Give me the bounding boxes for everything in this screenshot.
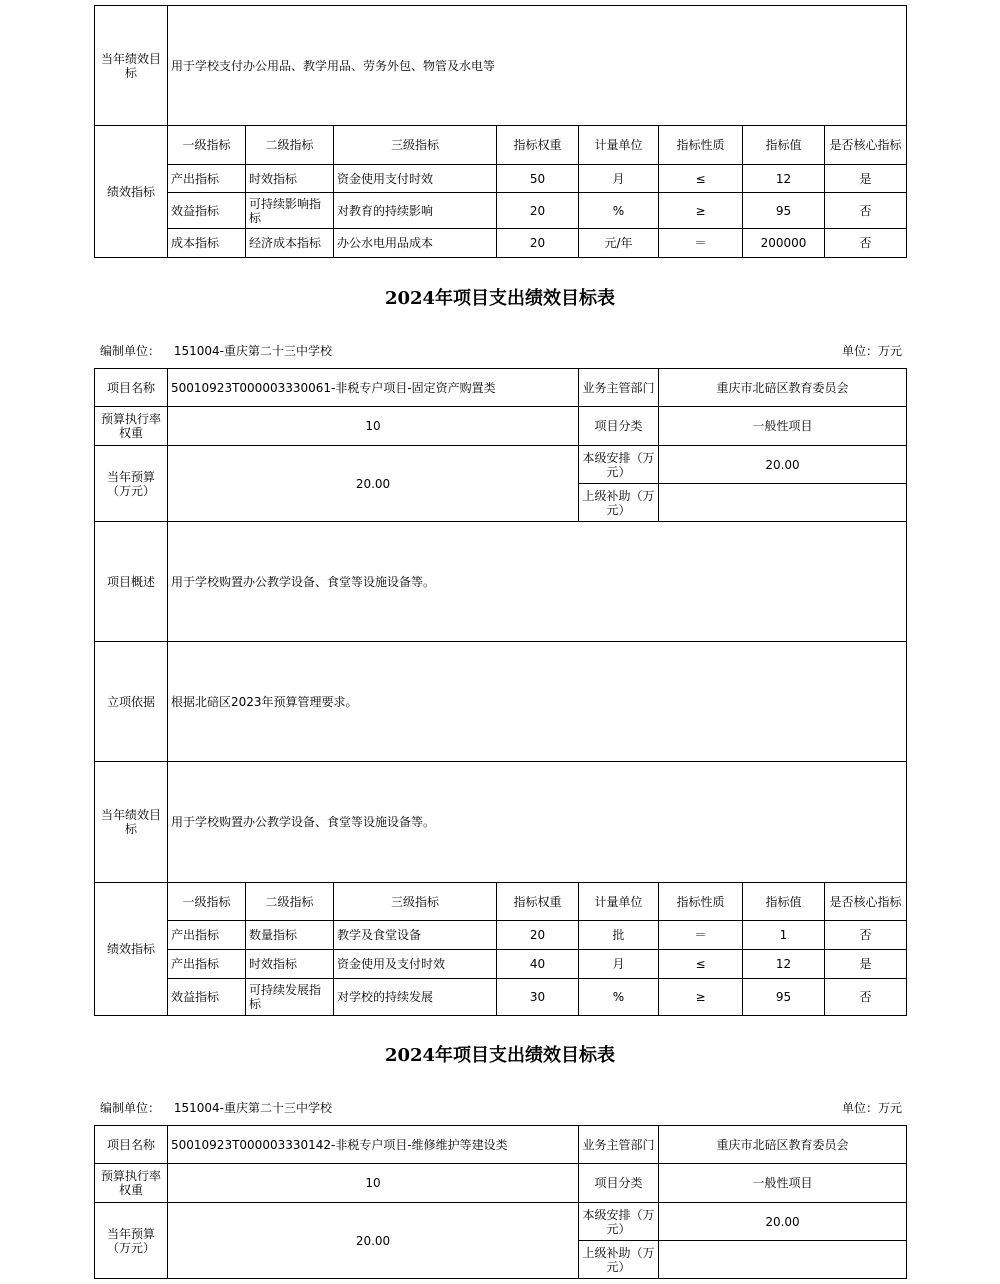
header-weight: 指标权重 bbox=[497, 126, 579, 165]
project-name: 50010923T000003330061-非税专户项目-固定资产购置类 bbox=[168, 369, 579, 407]
cell-level3: 资金使用及支付时效 bbox=[334, 950, 497, 979]
header-core: 是否核心指标 bbox=[825, 126, 907, 165]
basis-label: 立项依据 bbox=[95, 642, 168, 762]
project-performance-table bbox=[94, 1125, 907, 1279]
goal-text: 用于学校购置办公教学设备、食堂等设施设备等。 bbox=[168, 762, 907, 883]
overview-text: 用于学校购置办公教学设备、食堂等设施设备等。 bbox=[168, 522, 907, 642]
upper-value bbox=[659, 1241, 907, 1279]
rate-label: 预算执行率权重 bbox=[95, 407, 168, 446]
compiling-unit bbox=[100, 342, 332, 359]
header-nature: 指标性质 bbox=[659, 126, 743, 165]
cell-level1: 产出指标 bbox=[168, 950, 246, 979]
this-level-value: 20.00 bbox=[659, 1203, 907, 1241]
project-name-label: 项目名称 bbox=[95, 1126, 168, 1164]
cell-weight: 40 bbox=[497, 950, 579, 979]
cell-nature: ≤ bbox=[659, 950, 743, 979]
cell-core: 否 bbox=[825, 229, 907, 258]
budget-value: 20.00 bbox=[168, 446, 579, 522]
cell-value: 12 bbox=[743, 165, 825, 193]
cell-level2: 可持续发展指标 bbox=[246, 979, 334, 1016]
cell-unit: % bbox=[579, 193, 659, 229]
cell-level3: 对学校的持续发展 bbox=[334, 979, 497, 1016]
upper-label: 上级补助（万元） bbox=[579, 484, 659, 522]
cell-level3: 资金使用支付时效 bbox=[334, 165, 497, 193]
goal-text: 用于学校支付办公用品、教学用品、劳务外包、物管及水电等 bbox=[168, 6, 907, 126]
money-unit: 单位：万元 bbox=[841, 1101, 902, 1115]
header-unit: 计量单位 bbox=[579, 126, 659, 165]
this-level-value: 20.00 bbox=[659, 446, 907, 484]
cell-level2: 时效指标 bbox=[246, 950, 334, 979]
cell-value: 200000 bbox=[743, 229, 825, 258]
cell-weight: 20 bbox=[497, 921, 579, 950]
cell-weight: 20 bbox=[497, 193, 579, 229]
budget-label: 当年预算（万元） bbox=[95, 446, 168, 522]
header-value: 指标值 bbox=[743, 883, 825, 921]
rate-label: 预算执行率权重 bbox=[95, 1164, 168, 1203]
cell-value: 12 bbox=[743, 950, 825, 979]
cell-level3: 教学及食堂设备 bbox=[334, 921, 497, 950]
cell-core: 否 bbox=[825, 921, 907, 950]
cell-level1: 产出指标 bbox=[168, 165, 246, 193]
cell-level1: 产出指标 bbox=[168, 921, 246, 950]
cell-value: 95 bbox=[743, 979, 825, 1016]
cell-unit: 元/年 bbox=[579, 229, 659, 258]
compiling-unit bbox=[100, 1099, 332, 1116]
project-performance-table bbox=[94, 368, 907, 1016]
upper-label: 上级补助（万元） bbox=[579, 1241, 659, 1279]
header-weight: 指标权重 bbox=[497, 883, 579, 921]
page-title: 2024年项目支出绩效目标表 bbox=[384, 288, 616, 309]
cell-unit: 月 bbox=[579, 950, 659, 979]
cell-level1: 成本指标 bbox=[168, 229, 246, 258]
overview-label: 项目概述 bbox=[95, 522, 168, 642]
category-label: 项目分类 bbox=[579, 407, 659, 446]
cell-unit: % bbox=[579, 979, 659, 1016]
table-row bbox=[95, 921, 907, 950]
cell-value: 95 bbox=[743, 193, 825, 229]
header-level3: 三级指标 bbox=[334, 883, 497, 921]
cell-core: 是 bbox=[825, 950, 907, 979]
cell-core: 否 bbox=[825, 193, 907, 229]
dept-value: 重庆市北碚区教育委员会 bbox=[659, 1126, 907, 1164]
project-name: 50010923T000003330142-非税专户项目-维修维护等建设类 bbox=[168, 1126, 579, 1164]
header-value: 指标值 bbox=[743, 126, 825, 165]
compiling-unit-name: 151004-重庆第二十三中学校 bbox=[173, 344, 332, 358]
cell-level2: 经济成本指标 bbox=[246, 229, 334, 258]
table-row bbox=[95, 165, 907, 193]
table-row bbox=[95, 950, 907, 979]
cell-level2: 数量指标 bbox=[246, 921, 334, 950]
cell-level2: 可持续影响指标 bbox=[246, 193, 334, 229]
cell-level2: 时效指标 bbox=[246, 165, 334, 193]
page-title: 2024年项目支出绩效目标表 bbox=[384, 1045, 616, 1066]
category-value: 一般性项目 bbox=[659, 1164, 907, 1203]
cell-nature: ≤ bbox=[659, 165, 743, 193]
cell-level3: 对教育的持续影响 bbox=[334, 193, 497, 229]
category-label: 项目分类 bbox=[579, 1164, 659, 1203]
upper-value bbox=[659, 484, 907, 522]
table-row bbox=[95, 979, 907, 1016]
money-unit: 单位：万元 bbox=[841, 344, 902, 358]
dept-value: 重庆市北碚区教育委员会 bbox=[659, 369, 907, 407]
dept-label: 业务主管部门 bbox=[579, 1126, 659, 1164]
basis-text: 根据北碚区2023年预算管理要求。 bbox=[168, 642, 907, 762]
header-level3: 三级指标 bbox=[334, 126, 497, 165]
cell-nature: ＝ bbox=[659, 921, 743, 950]
header-level1: 一级指标 bbox=[168, 126, 246, 165]
cell-unit: 批 bbox=[579, 921, 659, 950]
header-core: 是否核心指标 bbox=[825, 883, 907, 921]
dept-label: 业务主管部门 bbox=[579, 369, 659, 407]
cell-level1: 效益指标 bbox=[168, 979, 246, 1016]
this-level-label: 本级安排（万元） bbox=[579, 446, 659, 484]
header-unit: 计量单位 bbox=[579, 883, 659, 921]
header-level1: 一级指标 bbox=[168, 883, 246, 921]
header-nature: 指标性质 bbox=[659, 883, 743, 921]
cell-weight: 50 bbox=[497, 165, 579, 193]
indicator-label: 绩效指标 bbox=[95, 883, 168, 1016]
cell-nature: ≥ bbox=[659, 193, 743, 229]
indicator-label: 绩效指标 bbox=[95, 126, 168, 258]
cell-value: 1 bbox=[743, 921, 825, 950]
rate-value: 10 bbox=[168, 1164, 579, 1203]
cell-core: 否 bbox=[825, 979, 907, 1016]
cell-weight: 30 bbox=[497, 979, 579, 1016]
compiling-unit-label: 编制单位： bbox=[100, 344, 161, 358]
header-level2: 二级指标 bbox=[246, 126, 334, 165]
goal-label: 当年绩效目标 bbox=[95, 6, 168, 126]
category-value: 一般性项目 bbox=[659, 407, 907, 446]
cell-nature: ＝ bbox=[659, 229, 743, 258]
budget-label: 当年预算（万元） bbox=[95, 1203, 168, 1279]
cell-weight: 20 bbox=[497, 229, 579, 258]
cell-nature: ≥ bbox=[659, 979, 743, 1016]
project-name-label: 项目名称 bbox=[95, 369, 168, 407]
goal-label: 当年绩效目标 bbox=[95, 762, 168, 883]
compiling-unit-name: 151004-重庆第二十三中学校 bbox=[173, 1101, 332, 1115]
cell-core: 是 bbox=[825, 165, 907, 193]
this-level-label: 本级安排（万元） bbox=[579, 1203, 659, 1241]
table-row bbox=[95, 229, 907, 258]
prev-performance-table bbox=[94, 5, 907, 258]
cell-unit: 月 bbox=[579, 165, 659, 193]
table-row bbox=[95, 193, 907, 229]
budget-value: 20.00 bbox=[168, 1203, 579, 1279]
rate-value: 10 bbox=[168, 407, 579, 446]
header-level2: 二级指标 bbox=[246, 883, 334, 921]
compiling-unit-label: 编制单位： bbox=[100, 1101, 161, 1115]
cell-level1: 效益指标 bbox=[168, 193, 246, 229]
cell-level3: 办公水电用品成本 bbox=[334, 229, 497, 258]
